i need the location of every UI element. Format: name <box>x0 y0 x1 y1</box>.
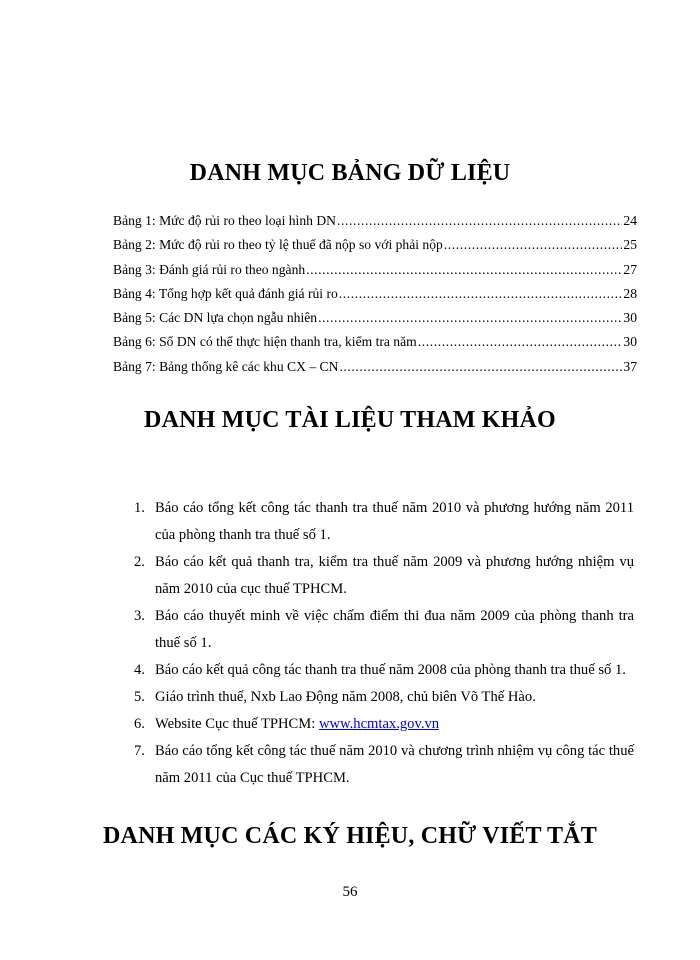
toc-entry-label: Bảng 3: Đánh giá rủi ro theo ngành <box>113 261 306 277</box>
reference-text: Báo cáo thuyết minh về việc chấm điểm thi đua năm 2009 của phòng thanh tra thuế số 1. <box>155 608 634 651</box>
toc-entry-label: Bảng 1: Mức độ rủi ro theo loại hình DN <box>113 213 336 228</box>
reference-number: 3. <box>134 608 145 624</box>
reference-item <box>134 657 634 684</box>
toc-entry-page: 30 <box>623 310 637 326</box>
toc-entry[interactable] <box>113 334 637 358</box>
toc-leader-dots <box>318 310 622 326</box>
toc-entry-label: Bảng 6: Số DN có thể thực hiện thanh tra, kiểm tra năm <box>113 334 417 350</box>
reference-text: Báo cáo tổng kết công tác thuế năm 2010 và chương trình nhiệm vụ công tác thuế năm 2011 của Cục thuế TPHCM. <box>155 743 634 786</box>
toc-entry[interactable] <box>113 262 637 286</box>
reference-item <box>134 603 634 657</box>
toc-leader-dots <box>418 334 623 350</box>
reference-text: Báo cáo kết quả công tác thanh tra thuế năm 2008 của phòng thanh tra thuế số 1. <box>155 662 626 678</box>
toc-leader-dots <box>444 237 623 253</box>
reference-number: 2. <box>134 554 145 570</box>
reference-number: 6. <box>134 716 145 732</box>
toc-entry-label: Bảng 5: Các DN lựa chọn ngẫu nhiên <box>113 310 318 326</box>
reference-text: Báo cáo kết quả thanh tra, kiểm tra thuế năm 2009 và phương hướng nhiệm vụ năm 2010 của cục thuế TPHCM. <box>155 554 634 597</box>
abbreviations-heading: DANH MỤC CÁC KÝ HIỆU, CHỮ VIẾT TẮT <box>103 823 597 849</box>
toc-leader-dots <box>306 262 622 278</box>
toc-leader-dots <box>337 213 622 229</box>
tables-toc <box>113 213 637 383</box>
toc-leader-dots <box>339 286 623 302</box>
toc-entry-page: 37 <box>623 358 637 374</box>
reference-number: 4. <box>134 662 145 678</box>
toc-entry[interactable] <box>113 213 637 237</box>
reference-item <box>134 738 634 792</box>
toc-entry-label: Bảng 4: Tổng hợp kết quả đánh giá rủi ro <box>113 285 338 301</box>
reference-text: Giáo trình thuế, Nxb Lao Động năm 2008, chủ biên Võ Thế Hào. <box>155 689 536 705</box>
reference-item <box>134 684 634 711</box>
references-list <box>134 495 634 792</box>
page-number: 56 <box>342 884 358 900</box>
website-link[interactable]: www.hcmtax.gov.vn <box>318 716 440 732</box>
toc-entry-page: 30 <box>623 334 637 350</box>
reference-text: Báo cáo tổng kết công tác thanh tra thuế năm 2010 và phương hướng năm 2011 của phòng thanh tra thuế số 1. <box>155 500 634 543</box>
toc-entry-page: 27 <box>623 261 637 277</box>
toc-entry-label: Bảng 7: Bảng thống kê các khu CX – CN <box>113 358 339 374</box>
toc-entry-page: 25 <box>623 237 637 253</box>
toc-entry[interactable] <box>113 237 637 261</box>
references-heading: DANH MỤC TÀI LIỆU THAM KHẢO <box>144 407 556 433</box>
toc-leader-dots <box>339 359 622 375</box>
reference-number: 7. <box>134 743 145 759</box>
reference-item <box>134 495 634 549</box>
reference-item <box>134 549 634 603</box>
toc-entry[interactable] <box>113 310 637 334</box>
reference-item <box>134 711 634 738</box>
reference-number: 1. <box>134 500 145 516</box>
toc-entry-page: 24 <box>623 213 637 228</box>
tables-list-heading: DANH MỤC BẢNG DỮ LIỆU <box>189 160 511 186</box>
reference-text: Website Cục thuế TPHCM: <box>155 716 316 732</box>
toc-entry[interactable] <box>113 286 637 310</box>
toc-entry-page: 28 <box>623 285 637 301</box>
toc-entry[interactable] <box>113 359 637 383</box>
reference-number: 5. <box>134 689 145 705</box>
toc-entry-label: Bảng 2: Mức độ rủi ro theo tỷ lệ thuế đã nộp so với phải nộp <box>113 237 443 253</box>
